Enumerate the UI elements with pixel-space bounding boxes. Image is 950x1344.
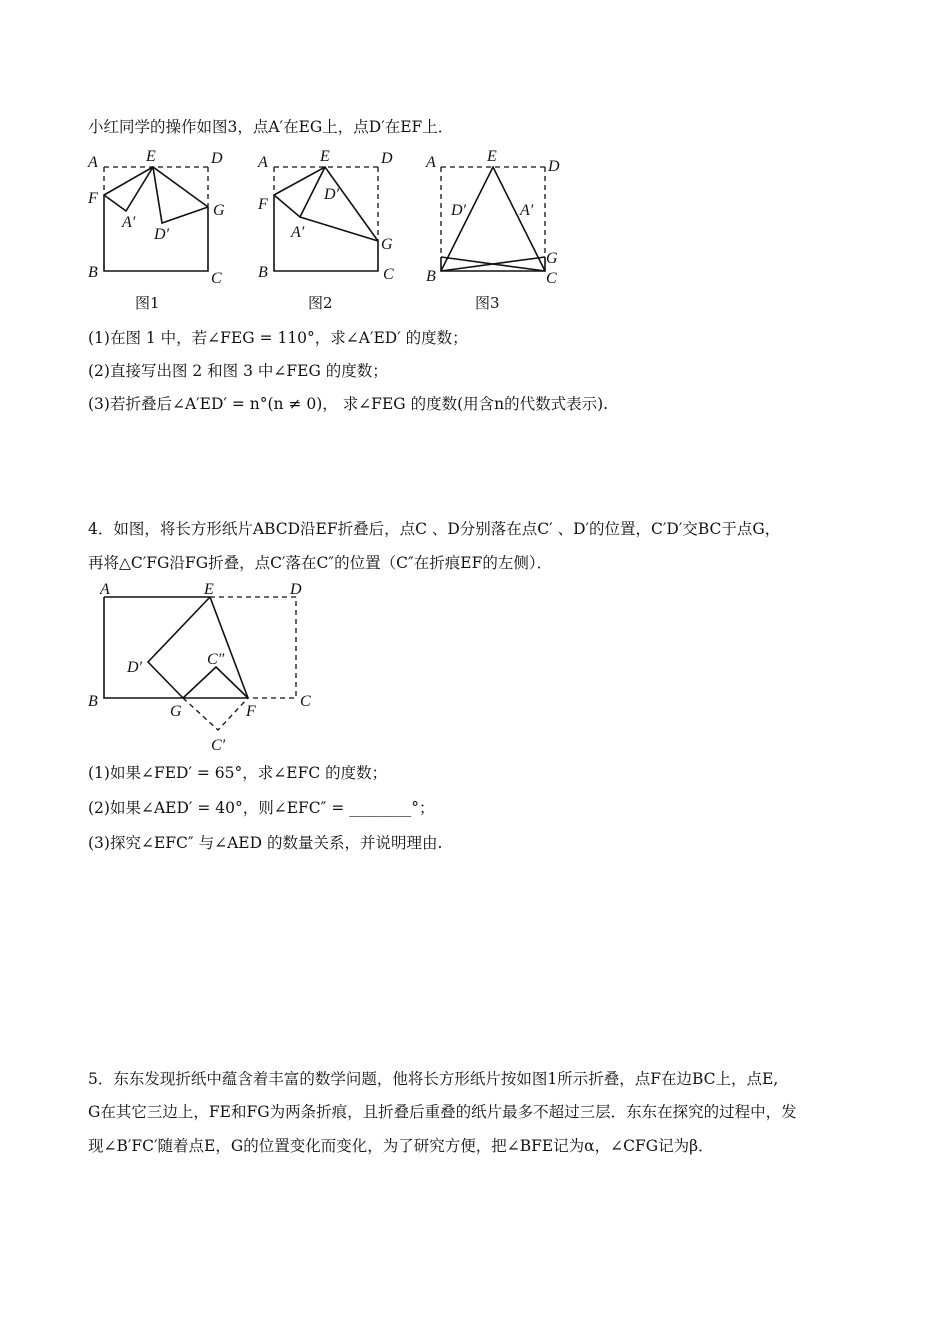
fig1-label-A1: A′ [122,214,136,231]
fig3-label-D1: D′ [451,202,467,219]
q4-label-C1: C′ [211,737,226,754]
fig2-label-D1: D′ [324,186,340,203]
fig3-label-D: D [548,158,560,175]
q4-line1: 4．如图，将长方形纸片ABCD沿EF折叠后，点C 、D分别落在点C′ 、D′的位置，C′D′交BC于点G， [88,520,781,538]
q4-label-D: D [290,581,302,598]
fig1-label-A: A [88,154,98,171]
q5-line1: 5．东东发现折纸中蕴含着丰富的数学问题，他将长方形纸片按如图1所示折叠，点F在边BC上，点E, [88,1070,779,1088]
fig1-label-E: E [146,148,156,165]
fig3-label-E: E [487,148,497,165]
q4-label-C2: C″ [207,651,225,668]
q4-label-G: G [170,703,182,720]
q4-label-D1: D′ [127,659,143,676]
figure-3 [425,148,560,312]
q5-line2: G在其它三边上，FE和FG为两条折痕，且折叠后重叠的纸片最多不超过三层．东东在探究的过程中，发 [88,1103,797,1121]
fig3-label-A: A [426,154,436,171]
q4-label-C: C [300,693,311,710]
fig2-label-D: D [381,150,393,167]
fig1-label-B: B [88,264,98,281]
figure-2 [257,148,394,312]
fig1-label-D: D [211,150,223,167]
q4-line2: 再将△C′FG沿FG折叠，点C′落在C″的位置（C″在折痕EF的左侧）． [88,554,553,572]
q3-intro: 小红同学的操作如图3，点A′在EG上，点D′在EF上． [88,118,454,136]
fig3-label-B: B [426,268,436,285]
fig3-label-G: G [546,250,558,267]
fig2-label-G: G [381,236,393,253]
fig2-label-E: E [320,148,330,165]
fig3-label-A1: A′ [520,202,534,219]
fig1-caption: 图1 [135,294,160,312]
q4-figure [80,578,340,758]
fig2-label-A1: A′ [291,224,305,241]
q3-part3: (3)若折叠后∠A′ED′ = n°(n ≠ 0)， 求∠FEG 的度数(用含n的代数式表示). [88,395,609,413]
q3-part2: (2)直接写出图 2 和图 3 中∠FEG 的度数； [88,362,388,380]
q3-figures [80,145,580,320]
q4-label-F: F [246,703,256,720]
fig1-label-F: F [88,190,98,207]
fig2-label-F: F [258,196,268,213]
q4-label-A: A [100,581,110,598]
fig1-label-C: C [211,270,222,287]
q4-part3: (3)探究∠EFC″ 与∠AED 的数量关系，并说明理由. [88,834,443,852]
fig3-label-C: C [546,270,557,287]
fig1-label-G: G [213,202,225,219]
q4-label-B: B [88,693,98,710]
figure-1 [87,148,225,312]
q4-part2: (2)如果∠AED′ = 40°，则∠EFC″ = ________°； [88,799,435,817]
q4-part1: (1)如果∠FED′ = 65°，求∠EFC 的度数； [88,764,388,782]
fig2-label-C: C [383,266,394,283]
q5-line3: 现∠B′FC′随着点E，G的位置变化而变化，为了研究方便，把∠BFE记为α，∠CFG记为β． [88,1137,714,1155]
fig1-label-D1: D′ [154,226,170,243]
fig2-label-A: A [258,154,268,171]
q3-part1: (1)在图 1 中，若∠FEG = 110°，求∠A′ED′ 的度数； [88,329,468,347]
q4-label-E: E [204,581,214,598]
fig2-caption: 图2 [308,294,333,312]
fig2-label-B: B [258,264,268,281]
fig3-caption: 图3 [475,294,500,312]
